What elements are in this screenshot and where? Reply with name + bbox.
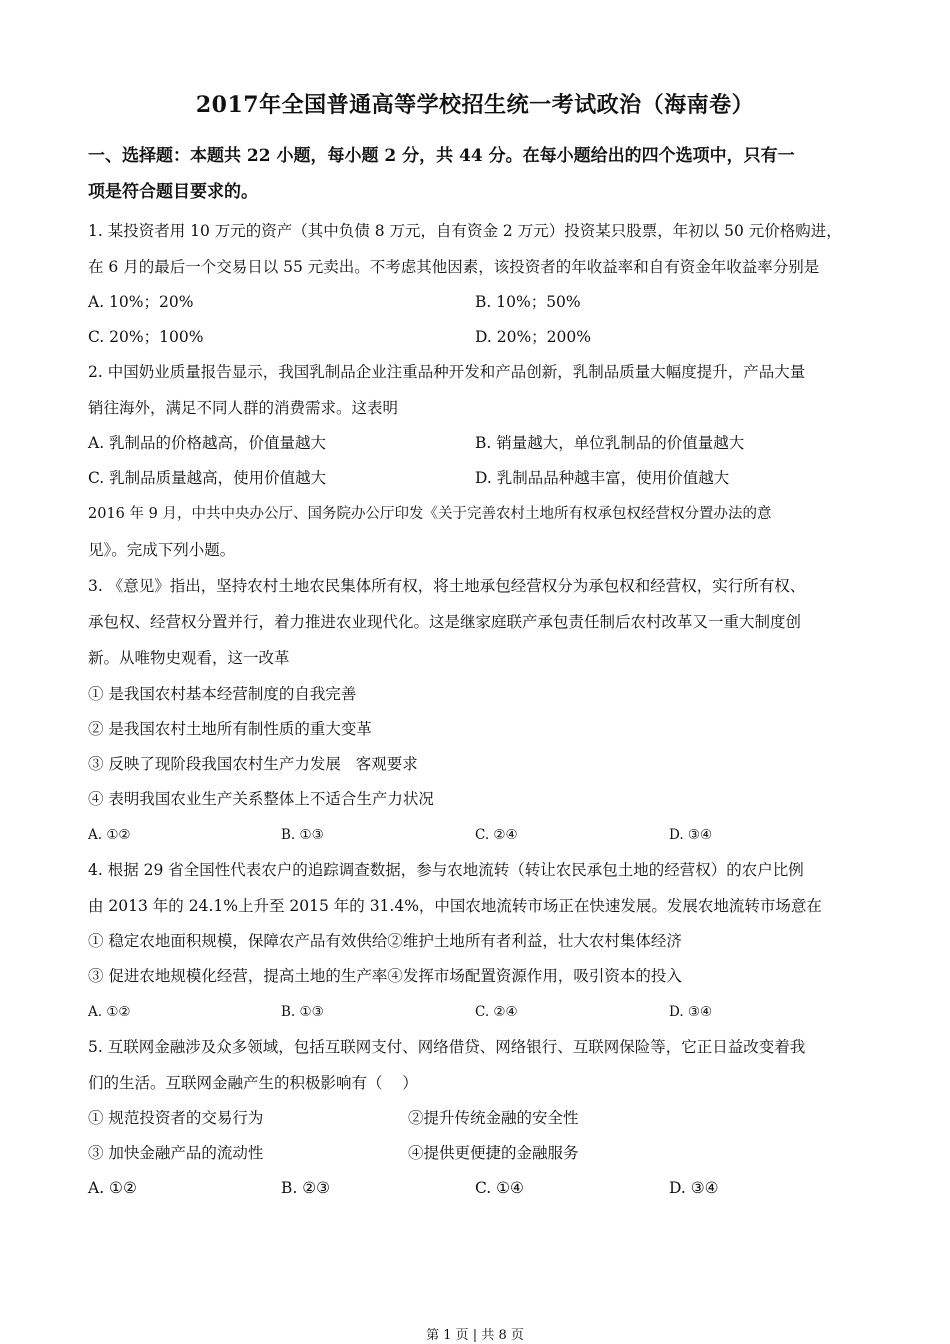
- q5-statement-1: ① 规范投资者的交易行为: [88, 1109, 264, 1127]
- q4-option-c: C. ②④: [475, 1004, 518, 1020]
- q3-statement-2: ② 是我国农村土地所有制性质的重大变革: [88, 720, 372, 738]
- q1-option-b: B. 10%；50%: [475, 293, 581, 311]
- q4-option-b: B. ①③: [281, 1004, 324, 1020]
- q4-option-d: D. ③④: [669, 1004, 713, 1020]
- q5-statement-2: ②提升传统金融的安全性: [408, 1109, 579, 1127]
- q5-statement-4: ④提供更便捷的金融服务: [408, 1144, 579, 1162]
- q4-option-a: A. ①②: [88, 1004, 131, 1020]
- material-line1: 2016 年 9 月，中共中央办公厅、国务院办公厅印发《关于完善农村土地所有权承包权经营权分置办法的意: [88, 506, 772, 522]
- q5-option-b: B. ②③: [281, 1179, 331, 1197]
- q5-statement-3: ③ 加快金融产品的流动性: [88, 1144, 264, 1162]
- q3-option-a: A. ①②: [88, 827, 131, 843]
- q3-statement-3: ③ 反映了现阶段我国农村生产力发展 客观要求: [88, 755, 418, 773]
- q3-option-b: B. ①③: [281, 827, 324, 843]
- q3-statement-1: ① 是我国农村基本经营制度的自我完善: [88, 685, 357, 703]
- q3-line1: 3. 《意见》指出，坚持农村土地农民集体所有权，将土地承包经营权分为承包权和经营权，实行所有权、: [88, 577, 806, 595]
- q2-line2: 销往海外，满足不同人群的消费需求。这表明: [88, 399, 399, 417]
- q1-option-a: A. 10%；20%: [88, 293, 194, 311]
- q4-line1: 4. 根据 29 省全国性代表农户的追踪调查数据，参与农地流转（转让农民承包土地的经营权）的农户比例: [88, 861, 804, 879]
- q1-option-d: D. 20%；200%: [475, 328, 591, 346]
- material-line2: 见》。完成下列小题。: [88, 541, 236, 559]
- q3-line3: 新。从唯物史观看，这一改革: [88, 649, 290, 667]
- document-title: 2017年全国普通高等学校招生统一考试政治（海南卷）: [195, 92, 755, 118]
- q5-line2: 们的生活。互联网金融产生的积极影响有（ ）: [88, 1074, 418, 1092]
- q5-option-c: C. ①④: [475, 1179, 524, 1197]
- q3-statement-4: ④ 表明我国农业生产关系整体上不适合生产力状况: [88, 790, 434, 808]
- q5-option-a: A. ①②: [88, 1179, 137, 1197]
- section-heading-line1: 一、选择题：本题共 22 小题，每小题 2 分，共 44 分。在每小题给出的四个选项中，只有一: [88, 146, 795, 166]
- q2-line1: 2. 中国奶业质量报告显示，我国乳制品企业注重品种开发和产品创新，乳制品质量大幅度提升，产品大量: [88, 363, 806, 381]
- q4-statements-1-2: ① 稳定农地面积规模，保障农产品有效供给②维护土地所有者利益，壮大农村集体经济: [88, 932, 682, 950]
- q4-line2: 由 2013 年的 24.1%上升至 2015 年的 31.4%，中国农地流转市场正在快速发展。发展农地流转市场意在: [88, 897, 822, 915]
- q2-option-c: C. 乳制品质量越高，使用价值越大: [88, 469, 327, 487]
- section-heading: [88, 138, 868, 210]
- q3-line2: 承包权、经营权分置并行，着力推进农业现代化。这是继家庭联产承包责任制后农村改革又一重大制度创: [88, 613, 802, 631]
- q1-line1: 1. 某投资者用 10 万元的资产（其中负债 8 万元，自有资金 2 万元）投资某只股票，年初以 50 元价格购进，: [88, 222, 842, 240]
- q3-option-d: D. ③④: [669, 827, 713, 843]
- q1-line2: 在 6 月的最后一个交易日以 55 元卖出。不考虑其他因素，该投资者的年收益率和自有资金年收益率分别是: [88, 258, 820, 276]
- q5-line1: 5. 互联网金融涉及众多领域，包括互联网支付、网络借贷、网络银行、互联网保险等，它正日益改变着我: [88, 1038, 806, 1056]
- q2-option-b: B. 销量越大，单位乳制品的价值量越大: [475, 434, 745, 452]
- q2-option-d: D. 乳制品品种越丰富，使用价值越大: [475, 469, 730, 487]
- q4-statements-3-4: ③ 促进农地规模化经营，提高土地的生产率④发挥市场配置资源作用，吸引资本的投入: [88, 967, 682, 985]
- q1-option-c: C. 20%；100%: [88, 328, 204, 346]
- q2-option-a: A. 乳制品的价格越高，价值量越大: [88, 434, 327, 452]
- q3-option-c: C. ②④: [475, 827, 518, 843]
- q5-option-d: D. ③④: [669, 1179, 719, 1197]
- page-footer: 第 1 页 | 共 8 页: [426, 1328, 524, 1343]
- section-heading-line2: 项是符合题目要求的。: [88, 182, 258, 202]
